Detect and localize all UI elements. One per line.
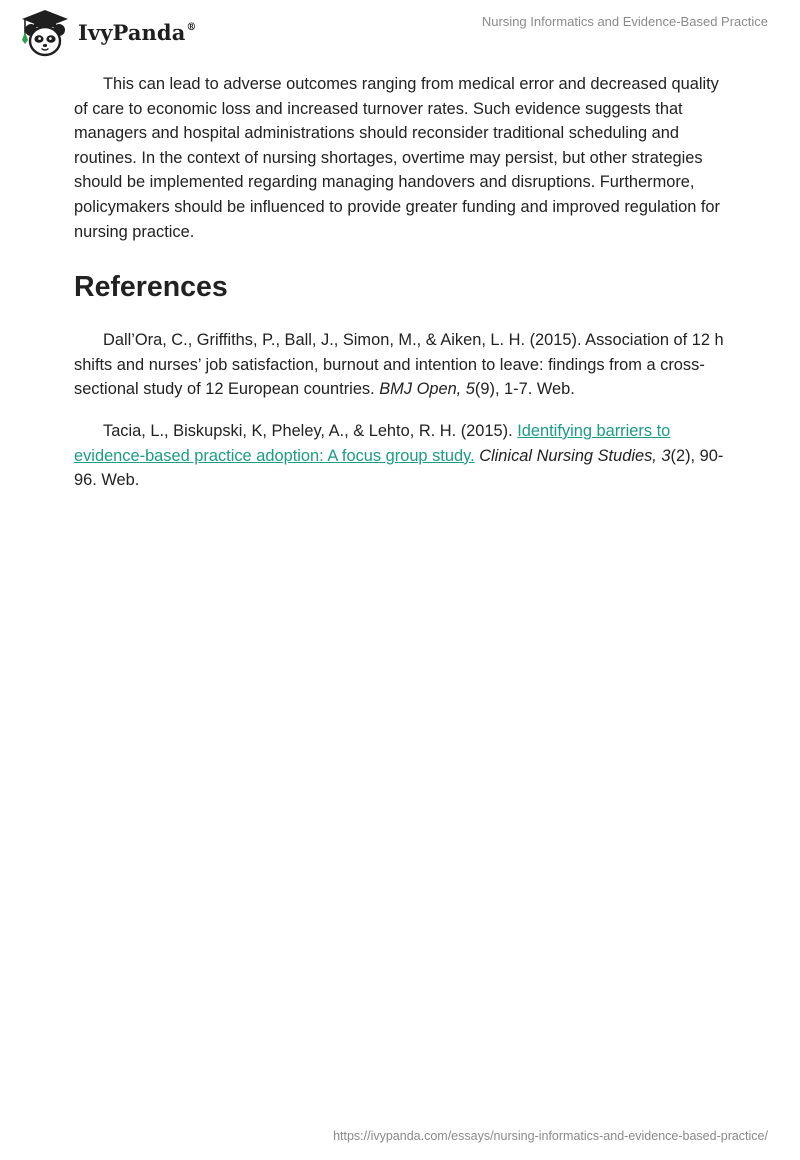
reference-tail: (2), 90-96. Web. [74, 446, 724, 490]
ivypanda-logo[interactable] [14, 8, 197, 58]
body-paragraph: This can lead to adverse outcomes ranging from medical error and decreased quality of care to economic loss and increased turnover rates. Such evidence suggests that managers and hospital administrations should reconsider traditional scheduling and routines. In the context of nursing shortages, overtime may persist, but other strategies should be implemented regarding managing handovers and disruptions. Furthermore, policymakers should be influenced to provide greater funding and improved regulation for nursing practice. [74, 75, 720, 241]
registered-mark: ® [186, 22, 197, 33]
reference-authors: Dall’Ora, C., Griffiths, P., Ball, J., Simon, M., & Aiken, L. H. (2015). Association of 12 h shifts and nurses’ job satisfaction, burnout and intention to leave: findings from a cross-sectional study of 12 European countries. [74, 331, 724, 399]
footer-url[interactable]: https://ivypanda.com/essays/nursing-informatics-and-evidence-based-practice/ [333, 1129, 768, 1143]
reference-item [74, 328, 734, 402]
reference-authors: Tacia, L., Biskupski, K, Pheley, A., & Lehto, R. H. (2015). [103, 421, 518, 440]
document-content [74, 72, 734, 510]
brand-name: IvyPanda® [78, 20, 197, 45]
reference-journal: BMJ Open, 5 [379, 380, 475, 399]
panda-graduation-cap-icon [14, 8, 76, 58]
reference-item [74, 419, 734, 493]
document-title: Nursing Informatics and Evidence-Based Practice [481, 14, 768, 29]
reference-journal: Clinical Nursing Studies, 3 [479, 446, 671, 465]
references-heading: References [74, 271, 228, 304]
reference-tail: (9), 1-7. Web. [474, 380, 575, 399]
references-list [74, 328, 734, 493]
reference-link[interactable]: Identifying barriers to evidence-based practice adoption: A focus group study. [74, 421, 671, 465]
page-header [0, 0, 800, 66]
